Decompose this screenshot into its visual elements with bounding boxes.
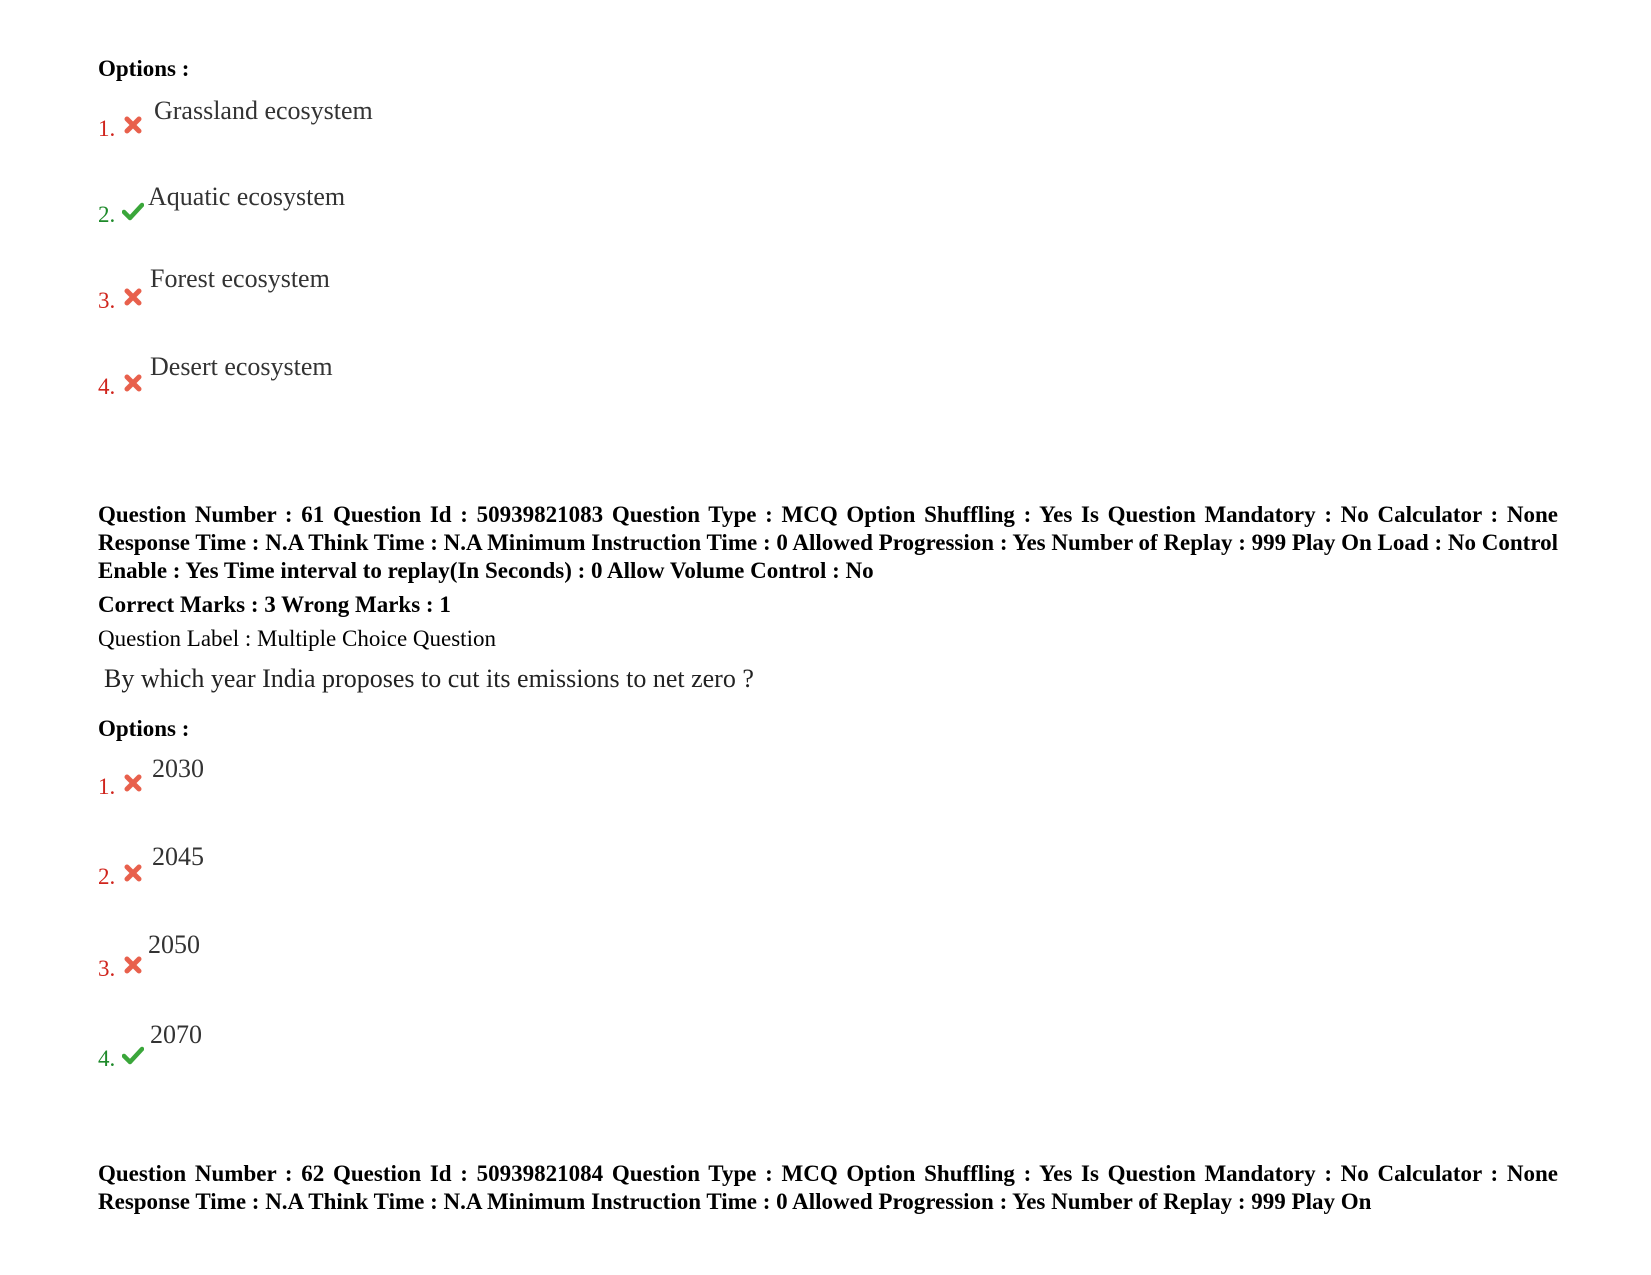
cross-icon: [122, 862, 144, 884]
question-label: Question Label : Multiple Choice Question: [98, 626, 496, 651]
options-heading: Options :: [98, 716, 190, 741]
cross-icon: [122, 954, 144, 976]
option-number: 4.: [98, 374, 116, 399]
check-icon: [122, 200, 144, 222]
question-meta: Question Number : 62 Question Id : 50939821084 Question Type : MCQ Option Shuffling : Yes Is Question Mandatory : No Calculator : None Response Time : N.A Think Time : N.A Minimum Instruction Time : 0 Allowed Progression : Yes Number of Replay : 999 Play On: [98, 1161, 1558, 1214]
cross-icon: [122, 286, 144, 308]
option-text: Desert ecosystem: [150, 352, 333, 381]
option-number: 2.: [98, 864, 116, 889]
option-text: 2050: [148, 930, 200, 959]
option-item: [98, 754, 898, 808]
question-text: By which year India proposes to cut its emissions to net zero ?: [104, 664, 754, 693]
option-number: 4.: [98, 1046, 116, 1071]
option-item: [98, 96, 898, 150]
option-text: 2070: [150, 1020, 202, 1049]
option-text: Forest ecosystem: [150, 264, 330, 293]
option-text: Grassland ecosystem: [154, 96, 373, 125]
cross-icon: [122, 114, 144, 136]
option-number: 2.: [98, 202, 116, 227]
cross-icon: [122, 772, 144, 794]
option-item: [98, 352, 898, 408]
option-number: 3.: [98, 288, 116, 313]
option-item: [98, 842, 898, 898]
question-meta: Question Number : 61 Question Id : 50939821083 Question Type : MCQ Option Shuffling : Yes Is Question Mandatory : No Calculator : None Response Time : N.A Think Time : N.A Minimum Instruction Time : 0 Allowed Progression : Yes Number of Replay : 999 Play On Load : No Control Enable : Yes Time interval to replay(In Seconds) : 0 Allow Volume Control : No: [98, 502, 1558, 583]
option-item: [98, 264, 898, 322]
question-marks: Correct Marks : 3 Wrong Marks : 1: [98, 592, 451, 617]
check-icon: [122, 1044, 144, 1066]
option-number: 1.: [98, 774, 116, 799]
option-number: 3.: [98, 956, 116, 981]
option-number: 1.: [98, 116, 116, 141]
option-text: Aquatic ecosystem: [148, 182, 346, 211]
options-heading: Options :: [98, 56, 190, 81]
cross-icon: [122, 372, 144, 394]
option-item: [98, 930, 898, 990]
option-item: [98, 1020, 898, 1080]
option-item: [98, 182, 898, 236]
option-text: 2030: [152, 754, 204, 783]
option-text: 2045: [152, 842, 204, 871]
